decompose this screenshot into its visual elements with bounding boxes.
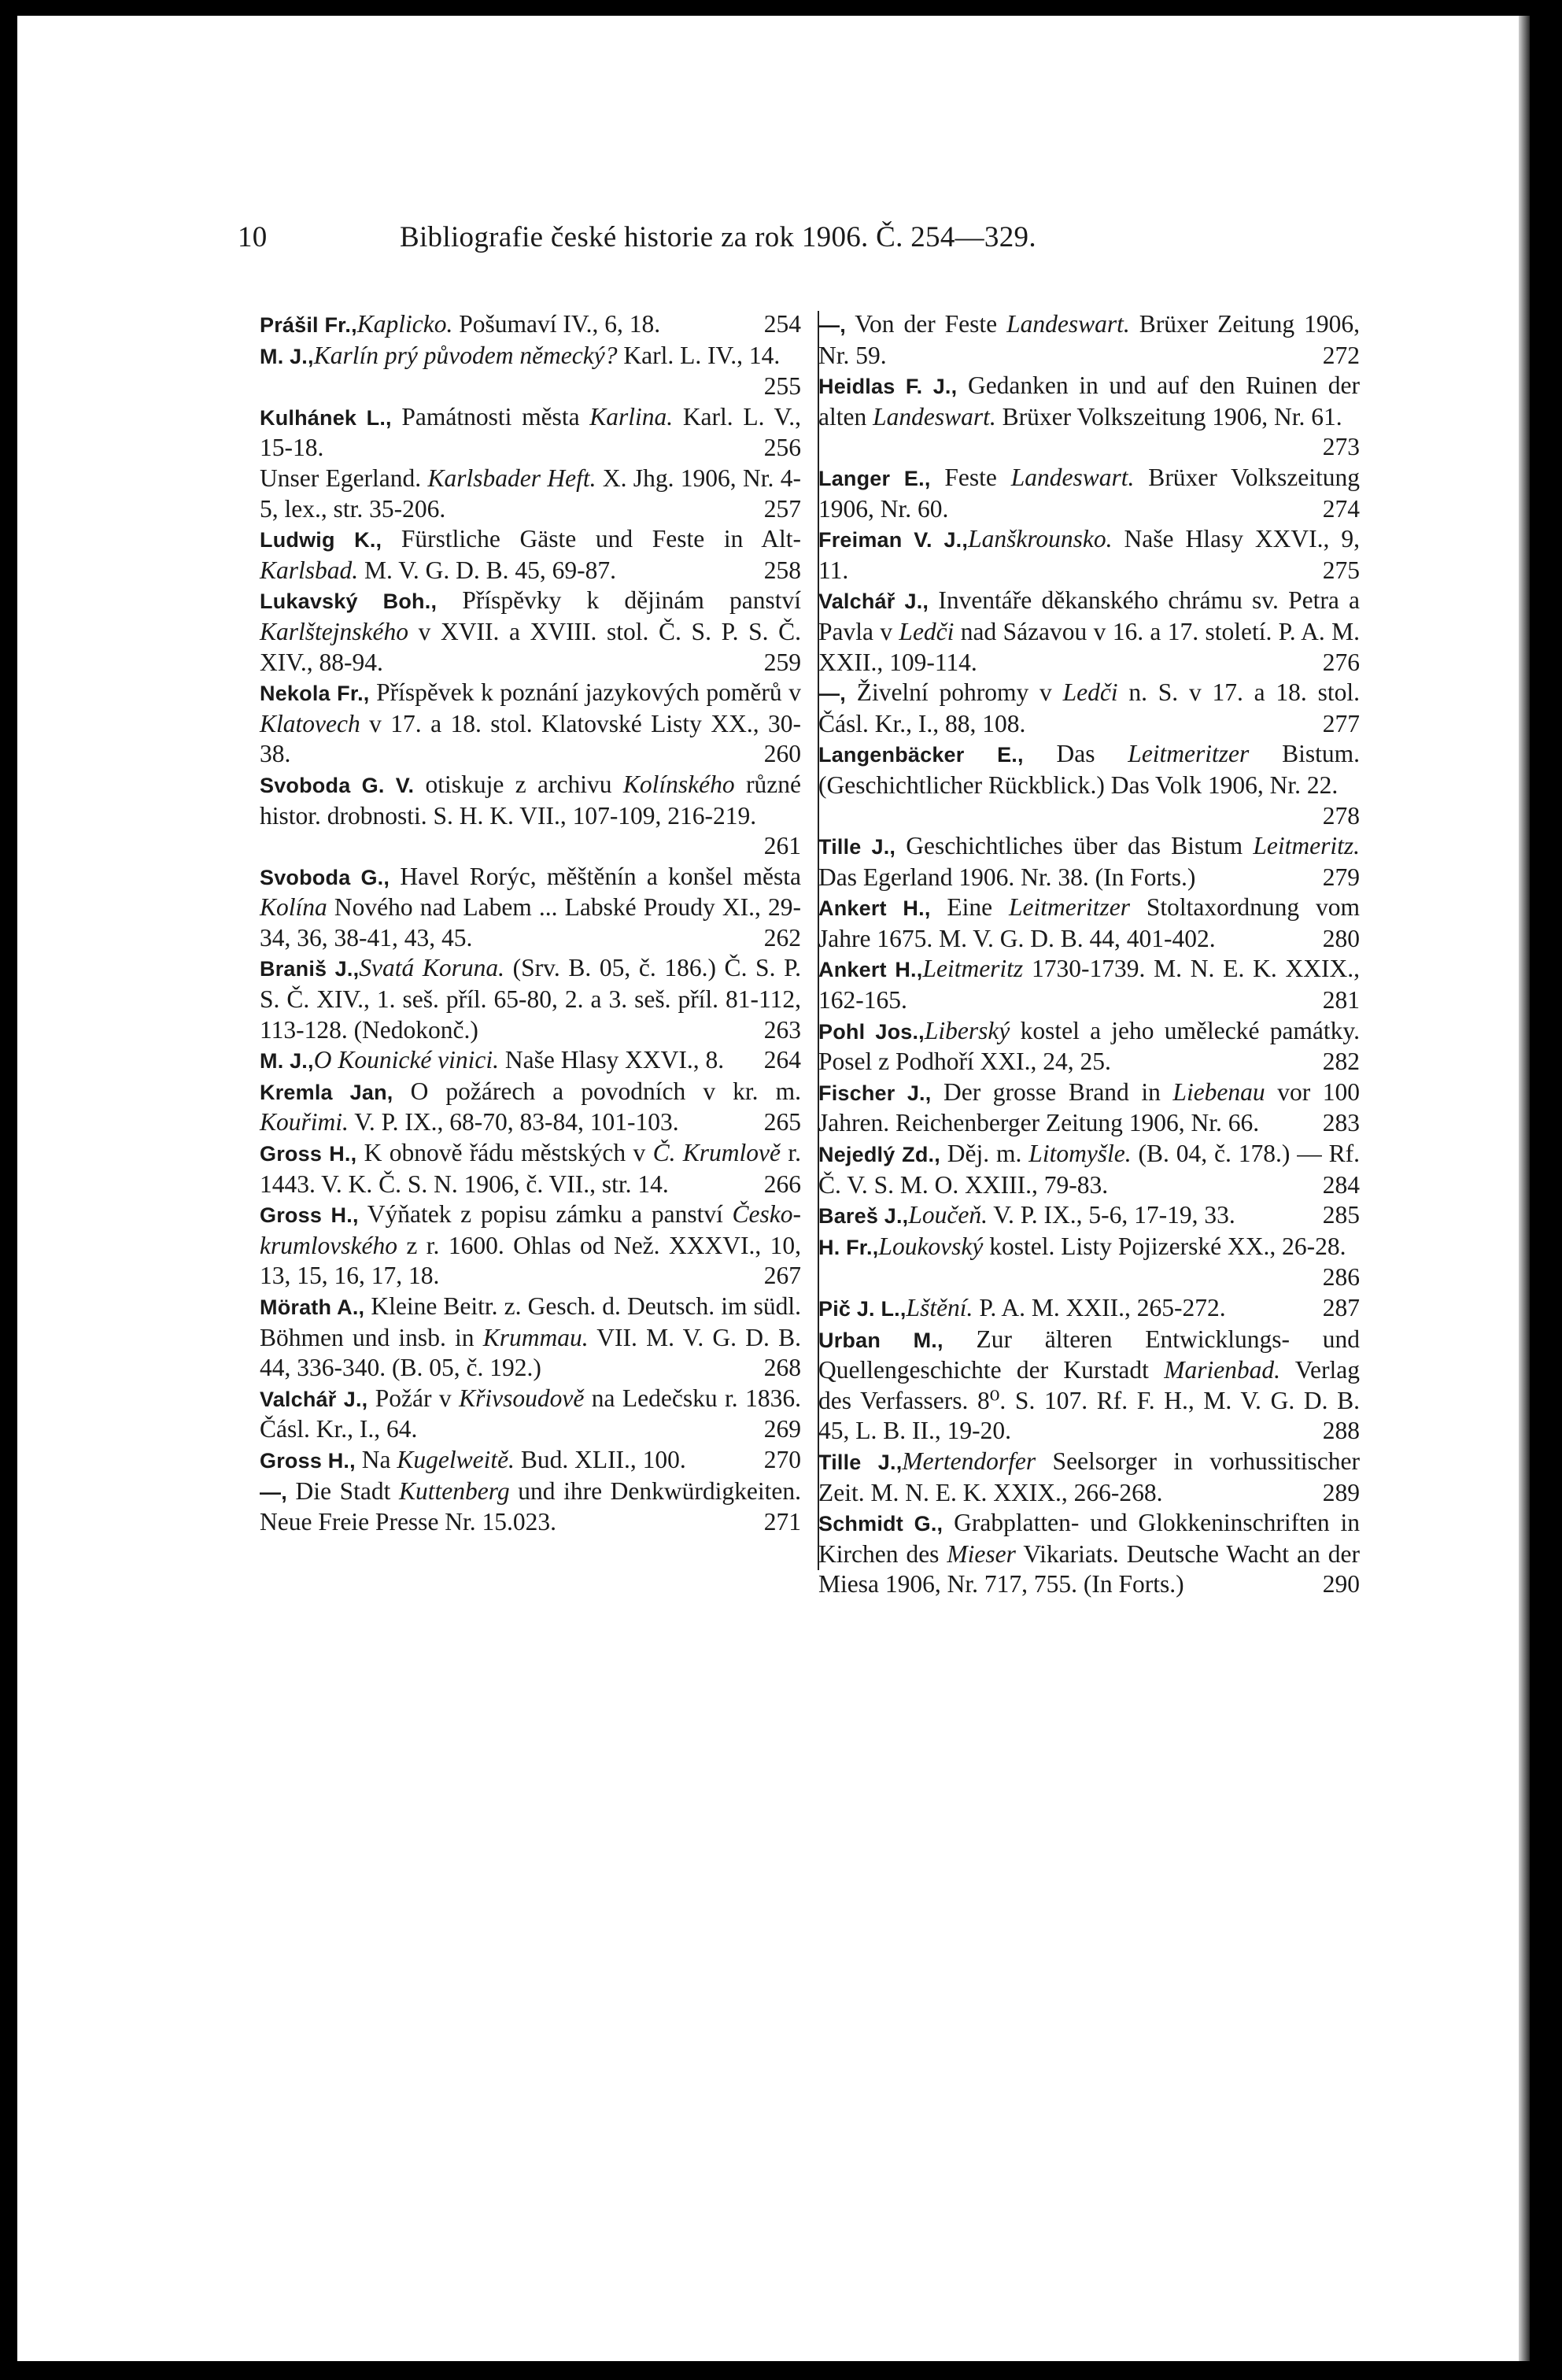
entry-number: 266 (763, 1170, 801, 1198)
entry-number: 259 (763, 648, 801, 676)
bibliography-entry (260, 1445, 801, 1476)
entry-number: 258 (763, 556, 801, 584)
entry-number: 271 (763, 1508, 801, 1536)
entry-author: Gross H., (260, 1142, 357, 1166)
entry-author: Pohl Jos., (818, 1019, 925, 1044)
entry-number: 285 (1322, 1201, 1360, 1229)
entry-details: V. P. IX., 68-70, 83-84, 101-103. (348, 1108, 679, 1136)
bibliography-entry (818, 1325, 1360, 1447)
bibliography-entry (260, 953, 801, 1045)
entry-author: Freiman V. J., (818, 528, 969, 552)
entry-details: Geschichtliches über das Bistum (895, 832, 1254, 860)
entry-number: 284 (1322, 1170, 1360, 1199)
entry-author: Valchář J., (818, 589, 929, 614)
bibliography-entry (260, 1292, 801, 1384)
entry-title: Karlina. (589, 402, 674, 431)
bibliography-entry (818, 1232, 1360, 1293)
entry-author: Nejedlý Zd., (818, 1143, 940, 1167)
entry-author: Svoboda G., (260, 865, 390, 889)
entry-author: Pič J. L., (818, 1297, 907, 1321)
entry-author: Heidlas F. J., (818, 375, 958, 399)
entry-title: Kugelweitě. (397, 1445, 515, 1473)
entry-details: X. Jhg. 1906, Nr. 4-5, lex., str. 35-206. (260, 464, 801, 523)
entry-title: Landeswart. (1006, 310, 1130, 338)
entry-title: Kouřimi. (260, 1108, 349, 1136)
entry-author: M. J., (260, 344, 314, 368)
entry-author: Svoboda G. V. (260, 773, 415, 797)
entry-title: Leitmeritz (922, 955, 1024, 983)
entry-title: Mertendorfer (902, 1447, 1036, 1475)
entry-details: (B. 04, č. 178.) — Rf. Č. V. S. M. O. XXIII., 79-83. (818, 1140, 1360, 1199)
entry-number: 255 (763, 372, 801, 401)
entry-author: Valchář J., (260, 1387, 368, 1411)
entry-details: Der grosse Brand in (931, 1077, 1173, 1106)
bibliography-entry (260, 586, 801, 678)
entry-details: Gedanken in und auf den Ruinen der alten (818, 371, 1360, 431)
entry-author: —, (260, 1480, 287, 1504)
entry-title: Lštění. (906, 1294, 973, 1321)
entry-author: Tille J., (818, 1450, 903, 1474)
entry-details: Brüxer Volkszeitung 1906, Nr. 60. (818, 463, 1360, 523)
bibliography-entry (260, 1045, 801, 1077)
entry-title: Svatá Koruna. (359, 954, 505, 982)
entry-title: O Kounické vinici. (313, 1046, 500, 1074)
entry-details: Fürstliche Gäste und Feste in Alt- (382, 525, 802, 553)
entry-details: r. 1443. V. K. Č. S. N. 1906, č. VII., str. 14. (260, 1139, 801, 1198)
entry-author: Lukavský Boh., (260, 589, 438, 614)
running-title: Bibliografie české historie za rok 1906. Č. 254—329. (400, 221, 1036, 253)
bibliography-entry (818, 954, 1360, 1015)
bibliography-entry (818, 309, 1360, 371)
entry-details: Zur älteren Entwicklungs- und Quellengeschichte der Kurstadt (818, 1325, 1360, 1384)
bibliography-entry (260, 862, 801, 954)
entry-title: Kolínského (622, 770, 735, 798)
entry-title: Litomyšle. (1028, 1140, 1132, 1168)
entry-title: Ledči (1062, 678, 1118, 707)
bibliography-entry (818, 586, 1360, 678)
entry-details: Die Stadt (286, 1476, 400, 1505)
bibliography-entry (260, 309, 801, 341)
entry-number: 273 (1322, 433, 1360, 461)
entry-number: 277 (1322, 709, 1360, 737)
entry-title: Kuttenberg (399, 1476, 510, 1505)
entry-details: na Ledečsku r. 1836. Čásl. Kr., I., 64. (260, 1384, 801, 1443)
entry-title: Klatovech (260, 709, 360, 737)
entry-number: 288 (1322, 1417, 1360, 1445)
entry-details: (Srv. B. 05, č. 186.) Č. S. P. S. Č. XIV., 1. seš. příl. 65-80, 2. a 3. seš. příl. 81-112, 113-128. (Nedokonč.) (260, 954, 801, 1044)
bibliography-entry (818, 1016, 1360, 1077)
entry-number: 282 (1322, 1048, 1360, 1076)
entry-number: 274 (1322, 494, 1360, 523)
entry-details: Von der Feste (845, 310, 1007, 338)
entry-author: Prášil Fr., (260, 313, 357, 337)
entry-author: Gross H., (260, 1203, 359, 1228)
entry-number: 283 (1322, 1109, 1360, 1137)
entry-title: Karlštejnského (260, 617, 408, 645)
page-edge-shadow (1519, 16, 1530, 2361)
entry-title: Kaplicko. (356, 310, 453, 338)
entry-author: Urban M., (818, 1328, 943, 1352)
entry-title: Landeswart. (873, 402, 996, 431)
entry-number: 268 (763, 1354, 801, 1382)
entry-number: 278 (1322, 801, 1360, 830)
entry-author: Fischer J., (818, 1081, 932, 1105)
bibliography-entry (818, 739, 1360, 831)
entry-details: nad Sázavou v 16. a 17. století. P. A. M. XXII., 109-114. (818, 617, 1361, 676)
bibliography-entry (260, 1138, 801, 1199)
entry-details: kostel. Listy Pojizerské XX., 26-28. (983, 1232, 1346, 1260)
entry-details: Seelsorger in vorhussitischer Zeit. M. N. E. K. XXIX., 266-268. (818, 1447, 1360, 1506)
bibliography-entry (260, 341, 801, 402)
bibliography-entry (818, 1139, 1360, 1200)
entry-number: 287 (1322, 1294, 1360, 1321)
bibliography-entry (818, 1077, 1360, 1139)
entry-details: v XVII. a XVIII. stol. Č. S. P. S. Č. XIV., 88-94. (260, 617, 801, 676)
entry-details: otiskuje z archivu (414, 770, 623, 798)
entry-details: Feste (930, 463, 1011, 491)
entry-number: 289 (1322, 1478, 1360, 1506)
entry-title: Lanškrounsko. (968, 525, 1113, 553)
entry-details: Unser Egerland. (260, 464, 428, 492)
bibliography-entry (818, 524, 1360, 586)
bibliography-entry (260, 1384, 801, 1445)
bibliography-entry (818, 1200, 1360, 1232)
entry-details: Živelní pohromy v (845, 678, 1063, 707)
entry-number: 267 (763, 1262, 801, 1290)
entry-title: Krummau. (482, 1323, 589, 1351)
entry-author: Schmidt G., (818, 1512, 943, 1536)
entry-details: Pošumaví IV., 6, 18. (452, 310, 661, 338)
bibliography-entry (260, 464, 801, 524)
entry-details: vor 100 Jahren. Reichenberger Zeitung 1906, Nr. 66. (818, 1077, 1361, 1137)
entry-author: Kulhánek L., (260, 405, 392, 430)
entry-author: Braniš J., (260, 957, 360, 981)
entry-title: Mieser (947, 1539, 1016, 1568)
entry-details: Grabplatten- und Glokkeninschriften in Kirchen des (818, 1509, 1360, 1568)
bibliography-entry (818, 463, 1360, 524)
entry-author: Ankert H., (818, 958, 923, 982)
entry-title: Liberský (924, 1016, 1010, 1044)
bibliography-entry (818, 1447, 1360, 1508)
entry-details: Na (355, 1445, 397, 1473)
entry-details: Stoltaxordnung vom Jahre 1675. M. V. G. D. B. 44, 401-402. (818, 893, 1360, 952)
entry-number: 286 (1322, 1263, 1360, 1292)
entry-author: H. Fr., (818, 1235, 879, 1259)
entry-title: Liebenau (1172, 1077, 1265, 1106)
entry-author: Nekola Fr., (260, 682, 370, 706)
entry-details: Kleine Beitr. z. Gesch. d. Deutsch. im südl. Böhmen und insb. in (260, 1292, 801, 1351)
entry-number: 257 (763, 494, 801, 523)
entry-details: Brüxer Zeitung 1906, Nr. 59. (818, 310, 1360, 369)
entry-details: P. A. M. XXII., 265-272. (973, 1294, 1226, 1321)
bibliography-entry (260, 678, 801, 770)
entry-details: Výňatek z popisu zámku a panství (358, 1200, 733, 1229)
entry-number: 280 (1322, 924, 1360, 952)
entry-title: Karlín prý původem německý? (313, 341, 618, 369)
entry-details: 1730-1739. M. N. E. K. XXIX., 162-165. (818, 955, 1360, 1014)
entry-details: Naše Hlasy XXVI., 9, 11. (818, 525, 1360, 584)
page-number: 10 (238, 221, 268, 253)
entry-details: Děj. m. (940, 1140, 1029, 1168)
entry-title: Karlsbad. (260, 556, 359, 584)
entry-details: Příspěvek k poznání jazykových poměrů v (369, 678, 801, 707)
entry-title: Česko-krumlovského (260, 1200, 801, 1259)
entry-details: VII. M. V. G. D. B. 44, 336-340. (B. 05, č. 192.) (260, 1323, 801, 1382)
entry-number: 265 (763, 1108, 801, 1136)
bibliography-entry (818, 371, 1360, 463)
entry-number: 272 (1322, 341, 1360, 369)
entry-author: Bareš J., (818, 1204, 909, 1229)
entry-details: Brüxer Volkszeitung 1906, Nr. 61. (995, 402, 1342, 431)
entry-details: Bistum. (Geschichtlicher Rückblick.) Das Volk 1906, Nr. 22. (818, 740, 1360, 799)
entry-number: 290 (1322, 1570, 1360, 1598)
entry-author: —, (818, 682, 846, 706)
entry-details: Bud. XLII., 100. (514, 1445, 686, 1473)
entry-title: Kolína (260, 893, 327, 922)
entry-details: V. P. IX., 5-6, 17-19, 33. (987, 1201, 1235, 1229)
entry-author: Kremla Jan, (260, 1080, 393, 1104)
bibliography-entry (818, 1508, 1360, 1600)
running-header (238, 220, 1036, 254)
entry-author: Gross H., (260, 1448, 356, 1473)
entry-details: und ihre Denkwürdigkeiten. Neue Freie Presse Nr. 15.023. (260, 1476, 801, 1536)
entry-title: Leitmeritzer (1128, 740, 1250, 768)
entry-details: z r. 1600. Ohlas od Než. XXXVI., 10, 13, 15, 16, 17, 18. (260, 1231, 801, 1290)
bibliography-entry (818, 1293, 1360, 1325)
entry-title: Ledči (899, 617, 955, 645)
entry-details: kostel a jeho umělecké památky. Posel z Podhoří XXI., 24, 25. (818, 1016, 1360, 1076)
entry-details: Vikariats. Deutsche Wacht an der Miesa 1906, Nr. 717, 755. (In Forts.) (818, 1539, 1360, 1598)
entry-details: Verlag des Verfassers. 8⁰. S. 107. Rf. F. H., M. V. G. D. B. 45, L. B. II., 19-20. (818, 1356, 1360, 1445)
entry-details: Eine (930, 893, 1009, 922)
entry-author: Tille J., (818, 835, 896, 859)
bibliography-entry (818, 831, 1360, 893)
left-column (260, 309, 801, 1538)
entry-title: Loukovský (878, 1232, 984, 1260)
entry-title: Č. Krumlově (652, 1139, 781, 1167)
entry-details: K obnově řádu městských v (356, 1139, 653, 1167)
entry-details: n. S. v 17. a 18. stol. Čásl. Kr., I., 88, 108. (818, 678, 1360, 737)
entry-number: 264 (763, 1046, 801, 1074)
bibliography-entry (260, 1077, 801, 1138)
entry-details: v 17. a 18. stol. Klatovské Listy XX., 30-38. (260, 709, 801, 768)
entry-number: 270 (763, 1445, 801, 1473)
entry-number: 260 (763, 740, 801, 768)
entry-title: Karlsbader Heft. (427, 464, 596, 492)
entry-author: Ankert H., (818, 896, 931, 921)
entry-number: 262 (763, 923, 801, 952)
entry-details: Das (1023, 740, 1128, 768)
right-column (818, 309, 1360, 1600)
bibliography-entry (818, 893, 1360, 954)
bibliography-entry (260, 524, 801, 586)
entry-number: 269 (763, 1415, 801, 1443)
entry-number: 279 (1322, 863, 1360, 891)
entry-number: 281 (1322, 986, 1360, 1014)
entry-number: 256 (763, 434, 801, 462)
entry-number: 276 (1322, 648, 1360, 676)
entry-details: různé histor. drobnosti. S. H. K. VII., 107-109, 216-219. (260, 770, 801, 830)
entry-number: 254 (763, 310, 801, 338)
entry-title: Leitmeritz. (1253, 832, 1360, 860)
entry-details: Památnosti města (391, 402, 590, 431)
bibliography-entry (260, 1476, 801, 1538)
bibliography-entry (260, 770, 801, 862)
entry-details: Nového nad Labem ... Labské Proudy XI., 29-34, 36, 38-41, 43, 45. (260, 893, 801, 952)
entry-author: —, (818, 313, 846, 337)
bibliography-entry (260, 402, 801, 464)
entry-author: Ludwig K., (260, 528, 382, 552)
entry-details: Das Egerland 1906. Nr. 38. (In Forts.) (818, 863, 1196, 891)
entry-title: Leitmeritzer (1009, 893, 1130, 922)
entry-details: Havel Rorýc, měštěnín a konšel města (390, 862, 802, 890)
entry-author: Langenbäcker E., (818, 743, 1024, 767)
entry-title: Landeswart. (1010, 463, 1135, 491)
entry-author: M. J., (260, 1049, 314, 1074)
entry-number: 261 (763, 832, 801, 860)
entry-details: Inventáře děkanského chrámu sv. Petra a Pavla v (818, 586, 1360, 645)
entry-number: 263 (763, 1015, 801, 1044)
bibliography-entry (818, 678, 1360, 739)
entry-number: 275 (1322, 556, 1360, 584)
entry-details: Požár v (367, 1384, 460, 1412)
entry-author: Langer E., (818, 466, 931, 490)
entry-details: Příspěvky k dějinám panství (437, 586, 801, 615)
entry-details: Karl. L. V., 15-18. (260, 402, 801, 462)
bibliography-entry (260, 1199, 801, 1292)
entry-author: Mörath A., (260, 1295, 365, 1319)
entry-title: Křivsoudově (459, 1384, 585, 1412)
entry-details: O požárech a povodních v kr. m. (393, 1077, 801, 1105)
entry-details: Karl. L. IV., 14. (617, 341, 781, 369)
entry-details: M. V. G. D. B. 45, 69-87. (358, 556, 617, 584)
entry-details: Naše Hlasy XXVI., 8. (499, 1046, 725, 1074)
entry-title: Marienbad. (1164, 1356, 1281, 1384)
entry-title: Loučeň. (908, 1201, 988, 1229)
